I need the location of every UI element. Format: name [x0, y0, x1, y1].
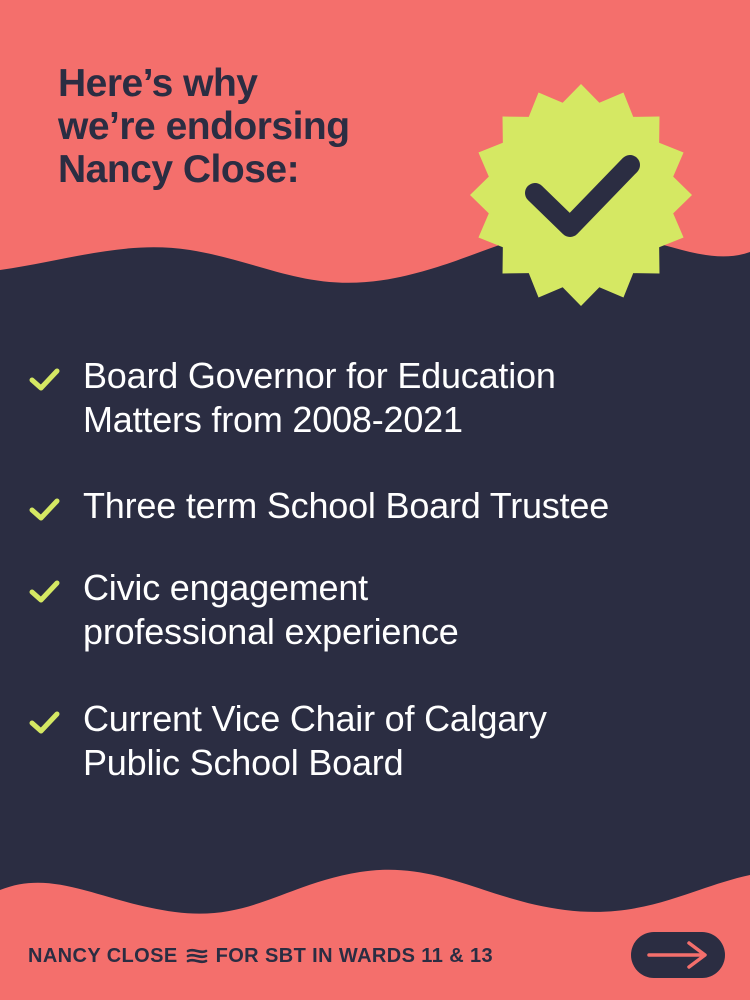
list-item-line: Board Governor for Education	[83, 355, 556, 396]
page-title	[58, 62, 458, 191]
list-item-line: Matters from 2008-2021	[83, 399, 463, 440]
endorsement-list	[28, 354, 742, 827]
title-line-1: Here’s why	[58, 62, 258, 105]
list-item-line: Public School Board	[83, 742, 404, 783]
list-item	[28, 354, 742, 442]
arrow-right-icon	[631, 932, 725, 978]
list-item-text	[83, 566, 742, 654]
badge-starburst	[470, 84, 692, 306]
list-item-line: Civic engagement	[83, 567, 368, 608]
list-item-text	[83, 354, 742, 442]
list-item-text	[83, 697, 742, 785]
list-item-line: Current Vice Chair of Calgary	[83, 698, 547, 739]
three-lines-icon	[186, 947, 208, 965]
check-icon	[28, 366, 61, 393]
list-item	[28, 484, 742, 528]
candidate-name: NANCY CLOSE	[28, 944, 178, 967]
title-line-3: Nancy Close:	[58, 148, 300, 191]
next-button[interactable]	[631, 932, 725, 978]
check-icon	[28, 709, 61, 736]
check-icon	[28, 496, 61, 523]
title-line-2: we’re endorsing	[58, 105, 350, 148]
badge-check-icon	[468, 82, 694, 308]
ward-label: FOR SBT IN WARDS 11 & 13	[215, 944, 494, 967]
list-item	[28, 697, 742, 785]
list-item-line: Three term School Board Trustee	[83, 485, 610, 526]
list-item-text	[83, 484, 742, 528]
list-item-line: professional experience	[83, 611, 459, 652]
check-icon	[28, 578, 61, 605]
campaign-footer	[28, 941, 493, 971]
list-item	[28, 566, 742, 654]
